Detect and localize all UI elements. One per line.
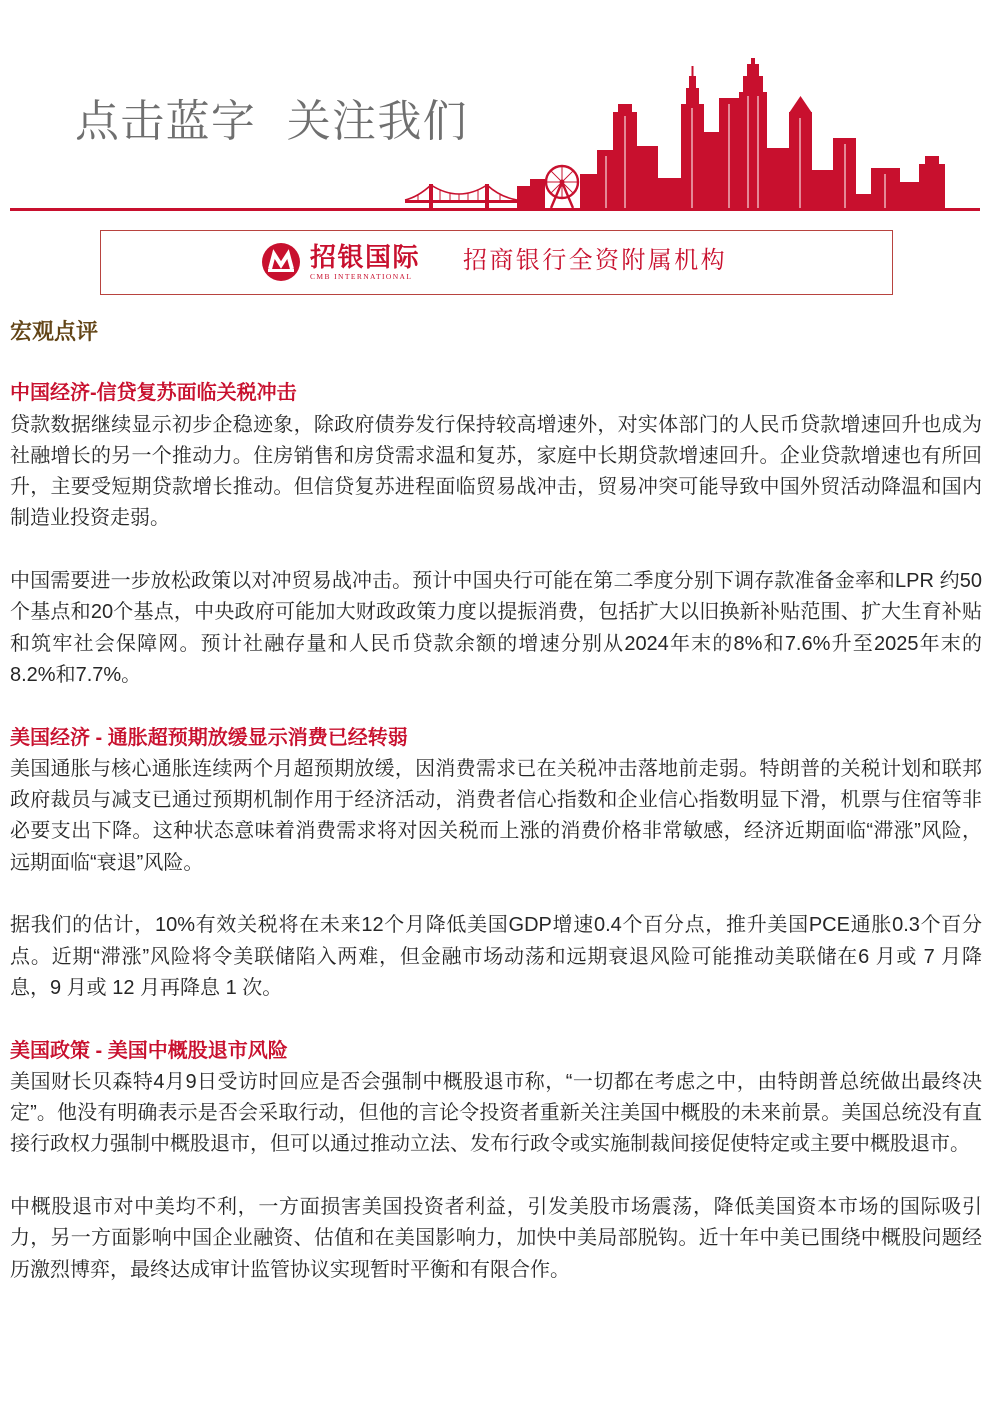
paragraph	[10, 1067, 982, 1161]
section-heading: 美国经济 - 通胀超预期放缓显示消费已经转弱	[10, 726, 408, 749]
paragraph	[10, 566, 982, 691]
paragraph-line: 点。近期“滞涨”风险将令美联储陷入两难，但金融市场动荡和远期衰退风险可能推动美联储在6 月或 7 月降	[10, 945, 982, 968]
follow-prompt: 点击蓝字 关注我们	[75, 97, 468, 146]
section-heading: 中国经济-信贷复苏面临关税冲击	[10, 382, 297, 405]
section-us-policy	[10, 1036, 982, 1286]
paragraph-line: 制造业投资走弱。	[10, 507, 170, 530]
cmb-logo-icon	[262, 243, 300, 281]
header-divider	[10, 208, 980, 211]
paragraph	[10, 1192, 982, 1286]
paragraph-line: 必要支出下降。这种状态意味着消费需求将对因关税而上涨的消费价格非常敏感，经济近期面临“滞涨”风险，	[10, 820, 982, 843]
section-heading: 美国政策 - 美国中概股退市风险	[10, 1039, 288, 1062]
paragraph-line: 美国通胀与核心通胀连续两个月超预期放缓，因消费需求已在关税冲击落地前走弱。特朗普的关税计划和联邦	[10, 757, 982, 780]
paragraph	[10, 754, 982, 879]
paragraph-line: 个基点和20个基点，中央政府可能加大财政政策力度以提振消费，包括扩大以旧换新补贴范围、扩大生育补贴	[10, 601, 982, 624]
category-title: 宏观点评	[10, 318, 99, 344]
paragraph	[10, 910, 982, 1004]
paragraph-line: 升，主要受短期贷款增长推动。但信贷复苏进程面临贸易战冲击，贸易冲突可能导致中国外贸活动降温和国内	[10, 476, 982, 499]
banner-tagline: 招商银行全资附属机构	[463, 247, 727, 274]
paragraph-line: 中国需要进一步放松政策以对冲贸易战冲击。预计中国央行可能在第二季度分别下调存款准备金率和LPR 约50	[10, 570, 982, 593]
paragraph-line: 政府裁员与减支已通过预期机制作用于经济活动，消费者信心指数和企业信心指数明显下滑，机票与住宿等非	[10, 789, 982, 812]
brand-banner	[100, 230, 893, 295]
paragraph-line: 中概股退市对中美均不利，一方面损害美国投资者利益，引发美股市场震荡，降低美国资本市场的国际吸引	[10, 1196, 982, 1218]
paragraph-line: 定”。他没有明确表示是否会采取行动，但他的言论令投资者重新关注美国中概股的未来前景。美国总统没有直	[10, 1102, 982, 1125]
logo-name-en: CMB INTERNATIONAL	[310, 272, 413, 281]
paragraph-line: 社融增长的另一个推动力。住房销售和房贷需求温和复苏，家庭中长期贷款增速回升。企业贷款增速也有所回	[10, 444, 982, 467]
paragraph-line: 和筑牢社会保障网。预计社融存量和人民币贷款余额的增速分别从2024年末的8%和7.6%升至2025年末的	[10, 632, 982, 655]
paragraph-line: 远期面临“衰退”风险。	[10, 851, 204, 874]
article-header	[0, 0, 992, 215]
logo-name-cn: 招银国际	[310, 242, 421, 272]
paragraph-line: 美国财长贝森特4月9日受访时回应是否会强制中概股退市称，“一切都在考虑之中，由特朗普总统做出最终决	[10, 1070, 982, 1093]
paragraph-line: 力，另一方面影响中国企业融资、估值和在美国影响力，加快中美局部脱钩。近十年中美已围绕中概股问题经	[10, 1227, 982, 1250]
paragraph-line: 接行政权力强制中概股退市，但可以通过推动立法、发布行政令或实施制裁间接促使特定或主要中概股退市。	[10, 1133, 970, 1156]
ferris-wheel-shape	[546, 166, 578, 208]
paragraph-line: 息，9 月或 12 月再降息 1 次。	[10, 976, 283, 999]
section-us-economy	[10, 723, 982, 1005]
section-china-economy	[10, 378, 982, 691]
paragraph-line: 历激烈博弈，最终达成审计监管协议实现暂时平衡和有限合作。	[10, 1258, 570, 1281]
bridge-shape	[405, 184, 517, 208]
paragraph-line: 8.2%和7.7%。	[10, 663, 142, 686]
paragraph	[10, 410, 982, 535]
article-body	[10, 316, 982, 1286]
paragraph-line: 贷款数据继续显示初步企稳迹象，除政府债券发行保持较高增速外，对实体部门的人民币贷款增速回升也成为	[10, 413, 982, 436]
paragraph-line: 据我们的估计，10%有效关税将在未来12个月降低美国GDP增速0.4个百分点，推升美国PCE通胀0.3个百分	[10, 914, 982, 937]
